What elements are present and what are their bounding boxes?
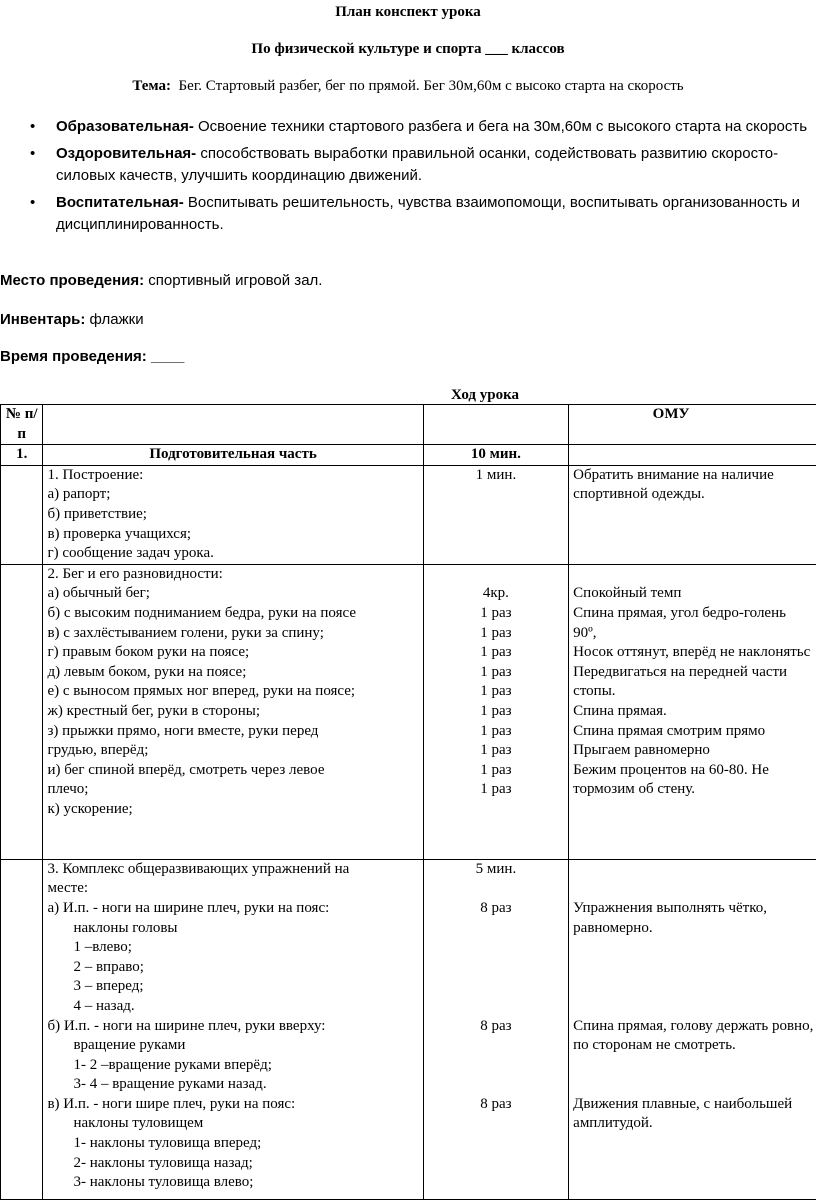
goal-text: Освоение техники стартового разбега и бега на 30м,60м с высокого старта на скорость	[198, 118, 807, 135]
table-header-row	[1, 405, 816, 445]
list-item: д) левым боком, руки на поясе;	[47, 663, 418, 683]
header-col3	[423, 405, 568, 445]
omu-note: 90º,	[573, 624, 816, 644]
dosage-value: 1 раз	[428, 702, 564, 722]
list-item: в) с захлёстыванием голени, руки за спину;	[47, 624, 418, 644]
bullet-icon: •	[30, 192, 35, 214]
inventory-label: Инвентарь:	[0, 311, 85, 328]
section-duration: 10 мин.	[423, 445, 568, 466]
list-item: и) бег спиной вперёд, смотреть через левое	[47, 761, 418, 781]
inventory-value: флажки	[90, 311, 144, 328]
header-num: № п/п	[1, 405, 43, 445]
exercise-title: а) И.п. - ноги на ширине плеч, руки на пояс:	[47, 899, 418, 919]
omu-note: Прыгаем равномерно	[573, 741, 816, 761]
list-item: е) с выносом прямых ног вперед, руки на поясе;	[47, 682, 418, 702]
list-item: месте:	[47, 879, 418, 899]
omu-note: Спина прямая.	[573, 702, 816, 722]
exercise-title: б) И.п. - ноги на ширине плеч, руки вверху:	[47, 1017, 418, 1037]
omu-note: Спина прямая смотрим прямо	[573, 722, 816, 742]
place-line	[0, 271, 322, 291]
block1-content	[43, 465, 423, 564]
topic-label: Тема:	[132, 78, 171, 94]
list-item: 1. Построение:	[47, 466, 418, 486]
omu-note: Спина прямая, голову держать ровно,	[573, 1017, 816, 1037]
topic-line	[0, 77, 816, 97]
dosage-value: 1 мин.	[428, 466, 564, 486]
header-omu: ОМУ	[569, 405, 816, 445]
section-num: 1.	[1, 445, 43, 466]
block2-dosage	[423, 564, 568, 859]
list-item: вращение руками	[47, 1036, 418, 1056]
omu-note: Упражнения выполнять чётко,	[573, 899, 816, 919]
dosage-value: 1 раз	[428, 643, 564, 663]
list-item: а) обычный бег;	[47, 584, 418, 604]
table-row	[1, 564, 816, 859]
list-item: плечо;	[47, 780, 418, 800]
list-item: а) рапорт;	[47, 485, 418, 505]
omu-note: спортивной одежды.	[573, 485, 816, 505]
block2-content	[43, 564, 423, 859]
block3-content	[43, 859, 423, 1199]
row-num	[1, 564, 43, 859]
omu-note: Спина прямая, угол бедро-голень	[573, 604, 816, 624]
dosage-value: 8 раз	[428, 899, 564, 919]
block1-omu	[569, 465, 816, 564]
dosage-value: 5 мин.	[428, 860, 564, 880]
block3-omu	[569, 859, 816, 1199]
goal-text: способствовать выработки правильной осанки, содействовать развитию скоросто-силовых качеств, улучшить координацию движений.	[56, 145, 778, 184]
goal-text: Воспитывать решительность, чувства взаимопомощи, воспитывать организованность и дисциплинированность.	[56, 194, 800, 233]
course-title: Ход урока	[0, 386, 816, 406]
dosage-value: 8 раз	[428, 1095, 564, 1115]
bullet-icon: •	[30, 116, 35, 138]
list-item: з) прыжки прямо, ноги вместе, руки перед	[47, 722, 418, 742]
goal-label: Оздоровительная-	[56, 145, 196, 162]
exercise-title: в) И.п. - ноги шире плеч, руки на пояс:	[47, 1095, 418, 1115]
omu-note: Бежим процентов на 60-80. Не	[573, 761, 816, 781]
row-num	[1, 859, 43, 1199]
list-item: наклоны головы	[47, 919, 418, 939]
dosage-value: 1 раз	[428, 624, 564, 644]
list-item: б) приветствие;	[47, 505, 418, 525]
omu-note: Обратить внимание на наличие	[573, 466, 816, 486]
omu-note: по сторонам не смотреть.	[573, 1036, 816, 1056]
block3-dosage	[423, 859, 568, 1199]
row-num	[1, 465, 43, 564]
block2-omu	[569, 564, 816, 859]
list-item: в) проверка учащихся;	[47, 525, 418, 545]
goal-label: Образовательная-	[56, 118, 194, 135]
list-item: к) ускорение;	[47, 800, 418, 820]
goals-list	[0, 116, 816, 241]
list-item: б) с высоким подниманием бедра, руки на поясе	[47, 604, 418, 624]
list-item: 2. Бег и его разновидности:	[47, 565, 418, 585]
list-item: грудью, вперёд;	[47, 741, 418, 761]
lesson-table	[0, 404, 816, 1200]
list-item: 3 – вперед;	[47, 977, 418, 997]
dosage-value: 1 раз	[428, 722, 564, 742]
time-value: ____	[151, 348, 184, 365]
list-item: 2 – вправо;	[47, 958, 418, 978]
list-item: г) сообщение задач урока.	[47, 544, 418, 564]
document-title: План конспект урока	[0, 3, 816, 23]
list-item: ж) крестный бег, руки в стороны;	[47, 702, 418, 722]
list-item: наклоны туловищем	[47, 1114, 418, 1134]
omu-note: Носок оттянут, вперёд не наклонятьс	[573, 643, 816, 663]
omu-note: Движения плавные, с наибольшей	[573, 1095, 816, 1115]
section-row	[1, 445, 816, 466]
topic-text: Бег. Стартовый разбег, бег по прямой. Бег 30м,60м с высоко старта на скорость	[179, 78, 684, 94]
dosage-value: 1 раз	[428, 761, 564, 781]
table-row	[1, 465, 816, 564]
section-omu	[569, 445, 816, 466]
dosage-value: 4кр.	[428, 584, 564, 604]
list-item: 1- наклоны туловища вперед;	[47, 1134, 418, 1154]
list-item: 3- 4 – вращение руками назад.	[47, 1075, 418, 1095]
omu-note: амплитудой.	[573, 1114, 816, 1134]
goal-label: Воспитательная-	[56, 194, 184, 211]
list-item: 2- наклоны туловища назад;	[47, 1154, 418, 1174]
dosage-value: 1 раз	[428, 604, 564, 624]
dosage-value	[428, 565, 564, 585]
dosage-value: 1 раз	[428, 663, 564, 683]
place-value: спортивный игровой зал.	[148, 272, 322, 289]
bullet-icon: •	[30, 143, 35, 165]
block1-dosage	[423, 465, 568, 564]
list-item: 3- наклоны туловища влево;	[47, 1173, 418, 1193]
list-item: 4 – назад.	[47, 997, 418, 1017]
dosage-value: 8 раз	[428, 1017, 564, 1037]
place-label: Место проведения:	[0, 272, 144, 289]
dosage-value: 1 раз	[428, 682, 564, 702]
time-label: Время проведения:	[0, 348, 147, 365]
goal-item	[0, 116, 816, 138]
omu-note: тормозим об стену.	[573, 780, 816, 800]
document-subtitle: По физической культуре и спорта ___ классов	[0, 40, 816, 60]
omu-note: стопы.	[573, 682, 816, 702]
table-row	[1, 859, 816, 1199]
omu-note: Передвигаться на передней части	[573, 663, 816, 683]
goal-item	[0, 143, 816, 187]
dosage-value: 1 раз	[428, 780, 564, 800]
list-item: г) правым боком руки на поясе;	[47, 643, 418, 663]
omu-note: Спокойный темп	[573, 584, 816, 604]
section-title: Подготовительная часть	[43, 445, 423, 466]
time-line	[0, 347, 184, 367]
list-item: 3. Комплекс общеразвивающих упражнений на	[47, 860, 418, 880]
header-col2	[43, 405, 423, 445]
list-item: 1- 2 –вращение руками вперёд;	[47, 1056, 418, 1076]
goal-item	[0, 192, 816, 236]
omu-note: равномерно.	[573, 919, 816, 939]
list-item: 1 –влево;	[47, 938, 418, 958]
dosage-value: 1 раз	[428, 741, 564, 761]
inventory-line	[0, 310, 144, 330]
omu-note	[573, 565, 816, 585]
